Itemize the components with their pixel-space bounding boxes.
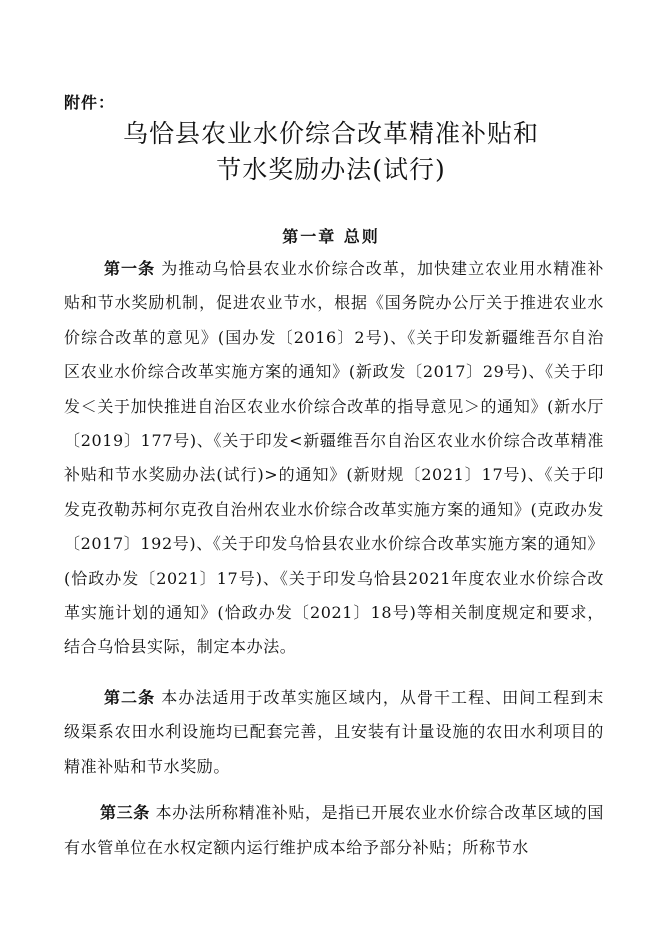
document-body [64,252,604,865]
article-heading: 第二条 [104,687,156,707]
attachment-label: 附件： [64,93,116,112]
article-2 [64,681,604,784]
article-1 [64,252,604,665]
article-heading: 第一条 [104,259,156,278]
article-3 [64,796,604,865]
chapter-heading: 第一章 总则 [282,227,380,246]
article-heading: 第三条 [100,803,150,823]
article-text: 本办法所称精准补贴，是指已开展农业水价综合改革区域的国有水管单位在水权定额内运行维护成本给予部分补贴；所称节水 [64,803,604,857]
article-text: 本办法适用于改革实施区域内，从骨干工程、田间工程到末级渠系农田水利设施均已配套完善，且安装有计量设施的农田水利项目的精准补贴和节水奖励。 [64,687,604,776]
document-title-line-1: 乌恰县农业水价综合改革精准补贴和 [122,119,539,148]
article-text: 为推动乌恰县农业水价综合改革，加快建立农业用水精准补贴和节水奖励机制，促进农业节水，根据《国务院办公厅关于推进农业水价综合改革的意见》(国办发〔2016〕2号)、《关于印发新疆维吾尔自治区农业水价综合改革实施方案的通知》(新政发〔2017〕29号)、《关于印发＜关于加快推进自治区农业水价综合改革的指导意见＞的通知》(新水厅〔2019〕177号)、《关于印发<新疆维吾尔自治区农业水价综合改革精准补贴和节水奖励办法(试行)>的通知》(新财规〔2021〕17号)、《关于印发克孜勒苏柯尔克孜自治州农业水价综合改革实施方案的通知》(克政办发〔2017〕192号)、《关于印发乌恰县农业水价综合改革实施方案的通知》(恰政办发〔2021〕17号)、《关于印发乌恰县2021年度农业水价综合改革实施计划的通知》(恰政办发〔2021〕18号)等相关制度规定和要求，结合乌恰县实际，制定本办法。 [64,259,604,657]
document-title-line-2: 节水奖励办法(试行) [216,155,446,184]
